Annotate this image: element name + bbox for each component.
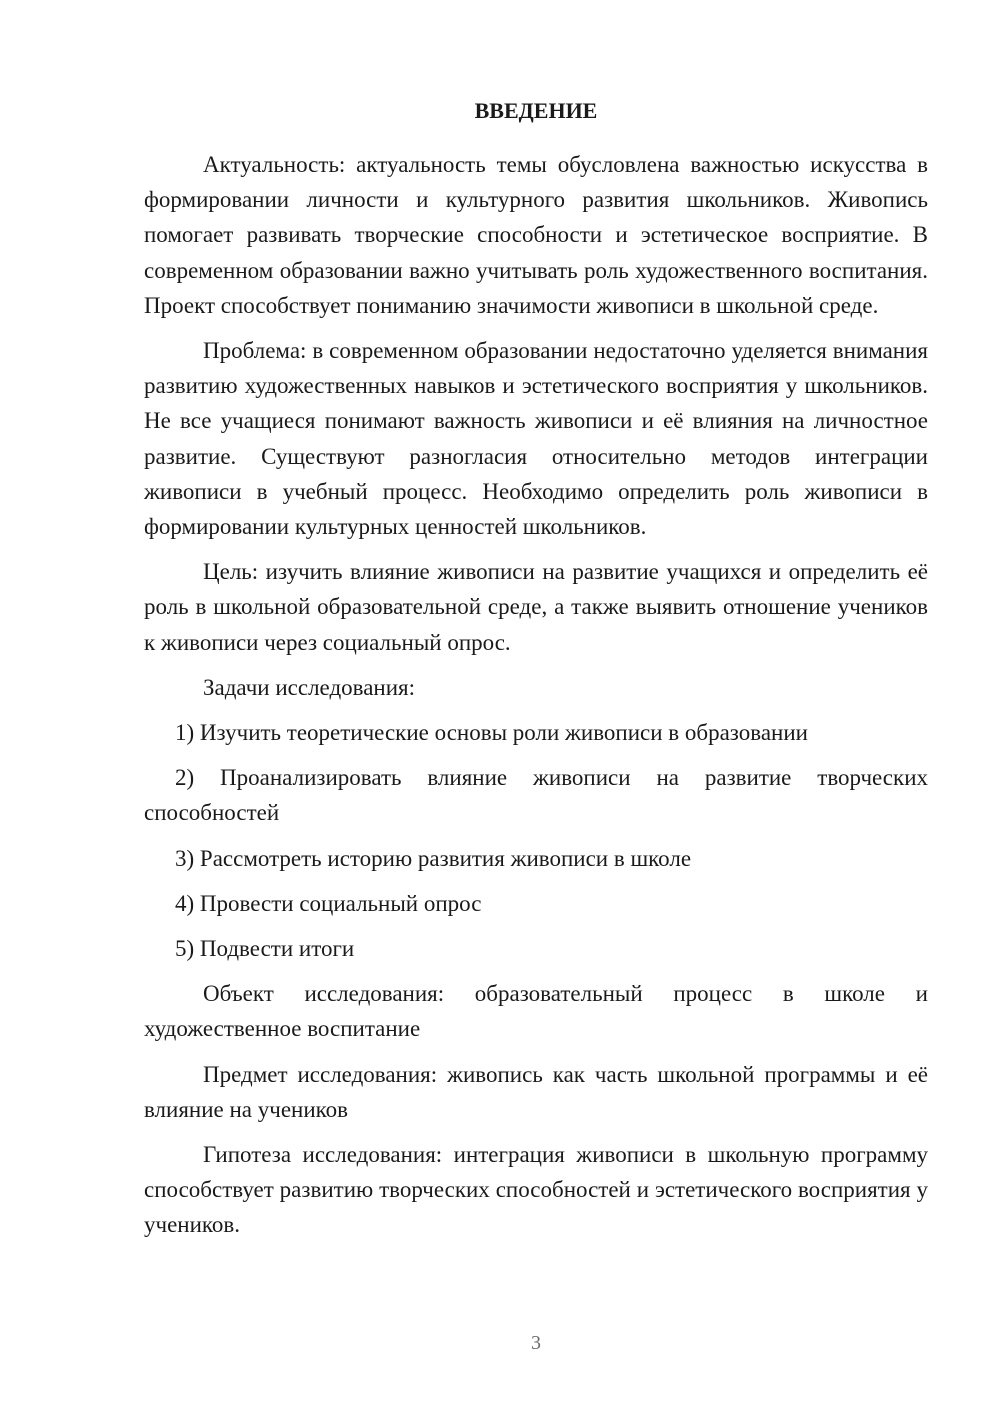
task-item-5: 5) Подвести итоги [175,936,355,962]
hypothesis-paragraph: Гипотеза исследования: интеграция живописи в школьную программу способствует развитию творческих способностей и эстетического восприятия у учеников. [144,1142,928,1238]
document-body [144,94,928,1253]
page-number: 3 [531,1332,541,1354]
relevance-paragraph: Актуальность: актуальность темы обусловлена важностью искусства в формировании личности и культурного развития школьников. Живопись помогает развивать творческие способности и эстетическое восприятие. В современном образовании важно учитывать роль художественного воспитания. Проект способствует пониманию значимости живописи в школьной среде. [144,152,928,318]
tasks-heading: Задачи исследования: [203,674,416,700]
task-item-2: 2) Проанализировать влияние живописи на развитие творческих способностей [144,765,928,826]
section-title: ВВЕДЕНИЕ [474,98,598,123]
object-paragraph: Объект исследования: образовательный процесс в школе и художественное воспитание [144,981,928,1042]
problem-paragraph: Проблема: в современном образовании недостаточно уделяется внимания развитию художественных навыков и эстетического восприятия у школьников. Не все учащиеся понимают важность живописи и её влияния на личностное развитие. Существуют разногласия относительно методов интеграции живописи в учебный процесс. Необходимо определить роль живописи в формировании культурных ценностей школьников. [144,338,928,540]
task-item-3: 3) Рассмотреть историю развития живописи в школе [175,845,692,871]
task-item-4: 4) Провести социальный опрос [175,890,482,916]
subject-paragraph: Предмет исследования: живопись как часть школьной программы и её влияние на учеников [144,1061,928,1122]
goal-paragraph: Цель: изучить влияние живописи на развитие учащихся и определить её роль в школьной образовательной среде, а также выявить отношение учеников к живописи через социальный опрос. [144,559,928,655]
task-item-1: 1) Изучить теоретические основы роли живописи в образовании [175,720,808,746]
